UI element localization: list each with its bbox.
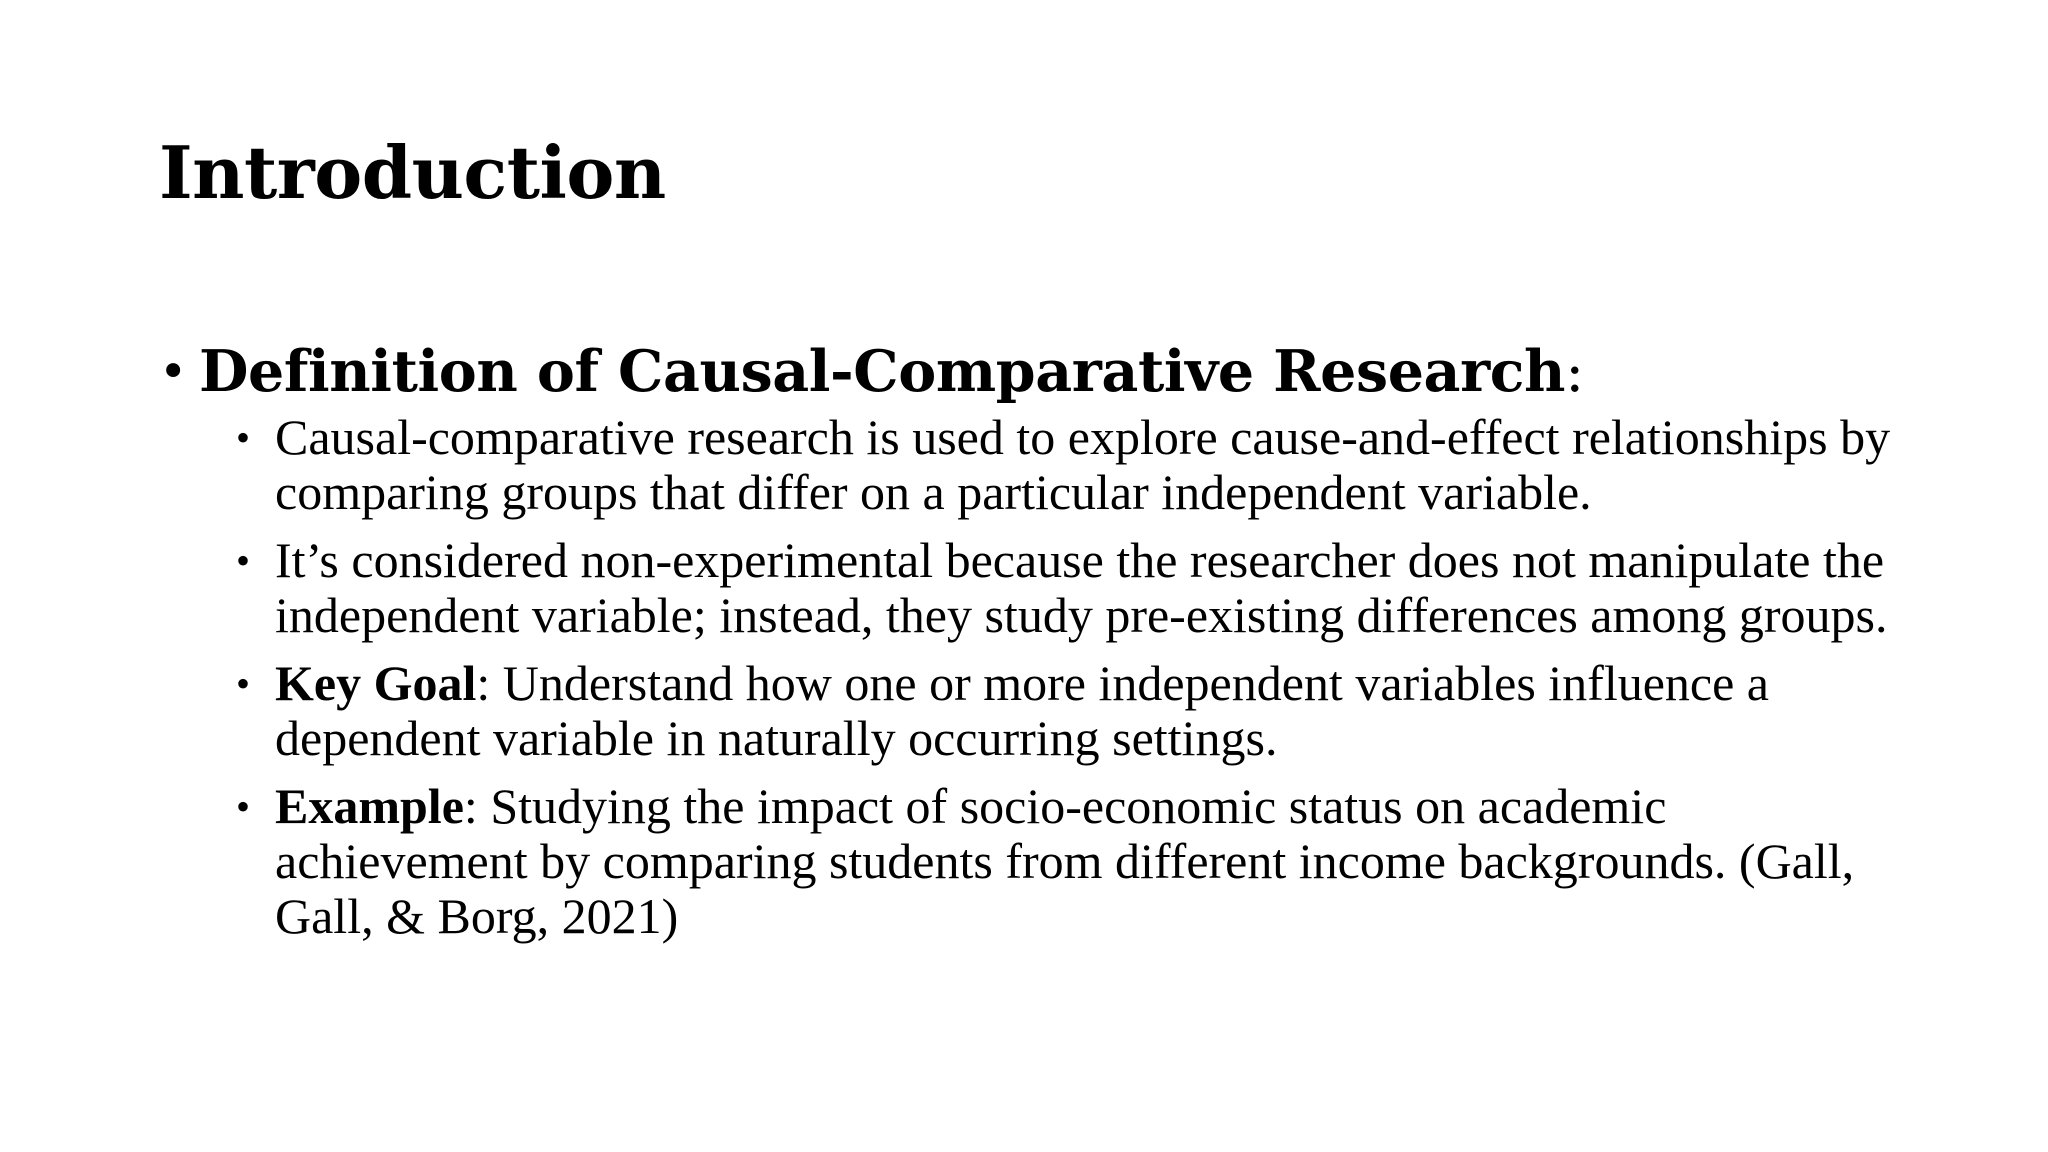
bullet-separator: : bbox=[463, 778, 478, 834]
bullet-separator: : bbox=[476, 655, 491, 711]
bullet-icon: • bbox=[236, 784, 251, 829]
bullet-icon: • bbox=[236, 538, 251, 583]
bullet-icon: • bbox=[236, 661, 251, 706]
heading-suffix: : bbox=[1565, 339, 1584, 405]
bullet-text: Studying the impact of socio-economic status on academic achievement by comparing students from different income backgrounds. (Gall, Gall, & Borg, 2021) bbox=[275, 778, 1855, 944]
bullet-text: It’s considered non-experimental because the researcher does not manipulate the independent variable; instead, they study pre-existing differences among groups. bbox=[275, 532, 1888, 643]
bullet-bold-label: Key Goal bbox=[275, 655, 477, 711]
sub-bullet-list bbox=[236, 410, 1899, 944]
bullet-text: Understand how one or more independent variables influence a dependent variable in naturally occurring settings. bbox=[275, 655, 1769, 766]
bullet-icon: • bbox=[159, 344, 187, 400]
bullet-text: Causal-comparative research is used to explore cause-and-effect relationships by comparing groups that differ on a particular independent variable. bbox=[275, 409, 1891, 520]
sub-bullet-item bbox=[236, 656, 1899, 766]
bullet-icon: • bbox=[236, 415, 251, 460]
slide-title: Introduction bbox=[159, 130, 666, 215]
heading-bold-text: Definition of Causal-Comparative Research bbox=[199, 338, 1566, 405]
sub-bullet-item bbox=[236, 779, 1899, 944]
bullet-bold-label: Example bbox=[275, 778, 464, 834]
level1-bullet-item bbox=[159, 336, 1899, 408]
sub-bullet-item bbox=[236, 410, 1899, 520]
sub-bullet-item bbox=[236, 533, 1899, 643]
slide-content bbox=[159, 336, 1899, 957]
